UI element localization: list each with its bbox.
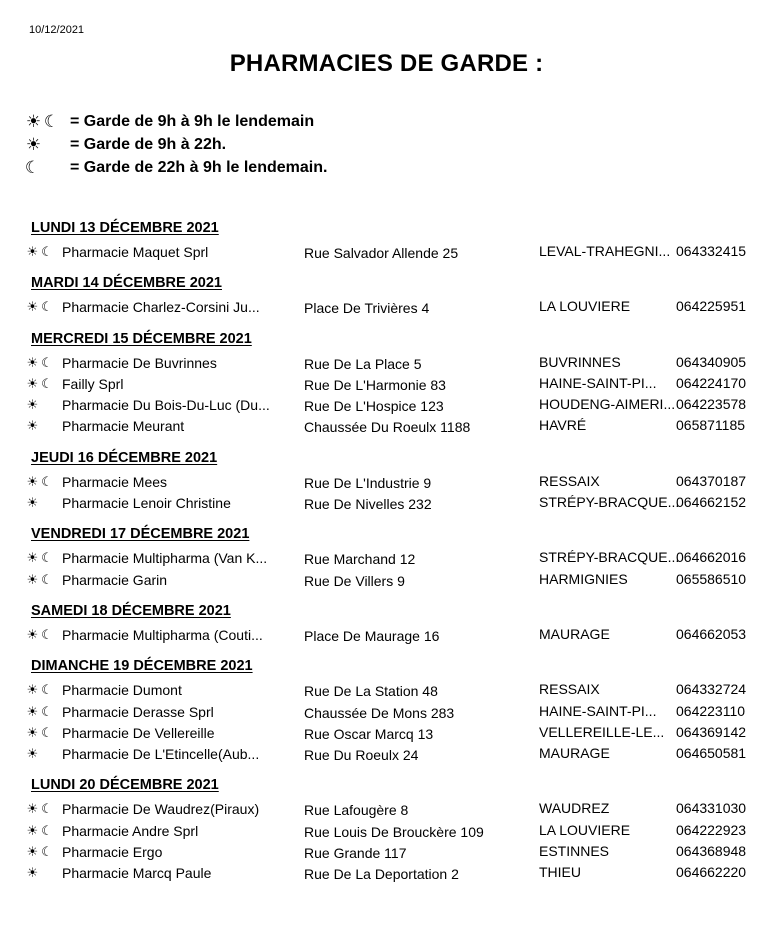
- pharmacy-street: Rue De La Station 48: [304, 683, 438, 700]
- pharmacy-row: [0, 863, 773, 884]
- pharmacy-phone: 064662220: [676, 864, 747, 881]
- pharmacy-name: Pharmacie Mees: [62, 473, 168, 490]
- pharmacy-street: Place De Trivières 4: [304, 300, 430, 317]
- duty-icons: [25, 726, 54, 739]
- day-header: [0, 214, 773, 242]
- pharmacy-name: Pharmacie De Vellereille: [62, 724, 215, 741]
- pharmacy-city: RESSAIX: [539, 472, 600, 489]
- pharmacy-row: [0, 799, 773, 820]
- pharmacy-street: Rue De La Deportation 2: [304, 866, 459, 883]
- pharmacy-city: STRÉPY-BRACQUE...: [539, 549, 680, 566]
- pharmacy-schedule: [0, 214, 773, 891]
- pharmacy-phone: 064331030: [676, 800, 747, 817]
- pharmacy-phone: 064332724: [676, 681, 747, 698]
- moon-icon: ☾: [41, 571, 53, 587]
- pharmacy-street: Rue Salvador Allende 25: [304, 245, 459, 261]
- pharmacy-phone: 064650581: [676, 745, 747, 762]
- day-header: [0, 597, 773, 625]
- day-section: [0, 520, 773, 597]
- pharmacy-street: Rue Louis De Brouckère 109: [304, 823, 484, 840]
- pharmacy-city: BUVRINNES: [539, 353, 621, 370]
- pharmacy-row: [0, 374, 773, 395]
- pharmacy-row: [0, 723, 773, 744]
- pharmacy-city: MAURAGE: [539, 745, 610, 762]
- pharmacy-city: MAURAGE: [539, 625, 610, 642]
- moon-icon: ☾: [41, 682, 53, 698]
- pharmacy-row: [0, 353, 773, 374]
- pharmacy-row: [0, 680, 773, 701]
- duty-icons: [25, 866, 40, 879]
- pharmacy-name: Pharmacie Du Bois-Du-Luc (Du...: [62, 397, 270, 414]
- pharmacy-city: HAINE-SAINT-PI...: [539, 374, 657, 391]
- pharmacy-city: HAINE-SAINT-PI...: [539, 702, 657, 719]
- day-section: [0, 444, 773, 521]
- day-title: MERCREDI 15 DÉCEMBRE 2021: [31, 330, 252, 347]
- sun-icon: ☀: [26, 801, 39, 817]
- pharmacy-row: [0, 242, 773, 263]
- pharmacy-city: HOUDENG-AIMERI...: [539, 396, 676, 413]
- pharmacy-name: Pharmacie Lenoir Christine: [62, 495, 231, 512]
- pharmacy-city: STRÉPY-BRACQUE...: [539, 494, 680, 511]
- day-title: MARDI 14 DÉCEMBRE 2021: [31, 275, 222, 292]
- day-header: [0, 325, 773, 353]
- pharmacy-phone: 064662053: [676, 625, 747, 642]
- duty-icons: [25, 356, 54, 369]
- moon-icon: ☾: [41, 822, 53, 838]
- sun-icon: ☀: [25, 135, 42, 154]
- pharmacy-name: Pharmacie Derasse Sprl: [62, 703, 214, 720]
- moon-icon: ☾: [41, 801, 53, 817]
- pharmacy-row: [0, 416, 773, 437]
- pharmacy-street: Rue Oscar Marcq 13: [304, 725, 434, 742]
- sun-icon: ☀: [26, 495, 39, 511]
- sun-icon: ☀: [26, 354, 39, 370]
- day-section: [0, 214, 773, 269]
- day-section: [0, 652, 773, 771]
- day-section: [0, 325, 773, 444]
- sun-icon: ☀: [26, 244, 39, 259]
- moon-icon: ☾: [24, 158, 41, 177]
- pharmacy-row: [0, 842, 773, 863]
- pharmacy-row: [0, 472, 773, 493]
- moon-icon: ☾: [41, 626, 53, 642]
- pharmacy-street: Chaussée Du Roeulx 1188: [304, 419, 471, 436]
- sun-icon: ☀: [26, 724, 39, 740]
- pharmacy-phone: 064223110: [676, 702, 746, 719]
- pharmacy-street: Rue De Villers 9: [304, 572, 405, 589]
- day-section: [0, 269, 773, 324]
- moon-icon: ☾: [41, 703, 53, 719]
- pharmacy-city: HARMIGNIES: [539, 570, 628, 587]
- pharmacy-name: Pharmacie Ergo: [62, 844, 163, 861]
- legend-icons: [24, 159, 70, 176]
- duty-icons: [25, 496, 40, 509]
- pharmacy-phone: 064224170: [676, 374, 747, 391]
- pharmacy-city: ESTINNES: [539, 843, 610, 860]
- pharmacy-phone: 064368948: [676, 843, 747, 860]
- moon-icon: ☾: [41, 844, 53, 860]
- sun-icon: ☀: [26, 682, 39, 698]
- day-section: [0, 597, 773, 652]
- pharmacy-phone: 064225951: [676, 298, 747, 315]
- pharmacy-name: Pharmacie De L'Etincelle(Aub...: [62, 746, 260, 763]
- pharmacy-name: Pharmacie Charlez-Corsini Ju...: [62, 299, 260, 316]
- day-title: LUNDI 13 DÉCEMBRE 2021: [31, 220, 219, 236]
- sun-icon: ☀: [26, 473, 39, 489]
- moon-icon: ☾: [41, 724, 53, 740]
- pharmacy-name: Pharmacie Meurant: [62, 418, 185, 435]
- moon-icon: ☾: [41, 354, 53, 370]
- document-date: 10/12/2021: [29, 24, 85, 36]
- duty-icons: [25, 573, 54, 586]
- pharmacy-street: Chaussée De Mons 283: [304, 704, 455, 721]
- sun-icon: ☀: [26, 418, 39, 434]
- duty-icons: [25, 802, 54, 815]
- pharmacy-row: [0, 702, 773, 723]
- duty-icons: [25, 398, 40, 411]
- pharmacy-street: Rue Du Roeulx 24: [304, 747, 419, 764]
- pharmacy-phone: 064662152: [676, 494, 747, 511]
- pharmacy-phone: 065871185: [676, 417, 746, 434]
- legend-icons: [24, 136, 70, 153]
- legend-text: = Garde de 9h à 22h.: [70, 135, 227, 153]
- day-title: DIMANCHE 19 DÉCEMBRE 2021: [31, 658, 253, 675]
- pharmacy-city: HAVRÉ: [539, 417, 587, 434]
- pharmacy-name: Pharmacie De Buvrinnes: [62, 354, 217, 371]
- sun-icon: ☀: [26, 703, 39, 719]
- sun-icon: ☀: [26, 822, 39, 838]
- pharmacy-city: RESSAIX: [539, 681, 600, 698]
- duty-icons: [25, 551, 54, 564]
- legend-item: [24, 110, 327, 133]
- day-header: [0, 771, 773, 799]
- pharmacy-phone: 064222923: [676, 821, 747, 838]
- pharmacy-phone: 064369142: [676, 723, 747, 740]
- moon-icon: ☾: [41, 244, 53, 259]
- sun-icon: ☀: [26, 746, 39, 762]
- pharmacy-name: Pharmacie Multipharma (Van K...: [62, 550, 268, 567]
- duty-icons: [25, 245, 54, 258]
- pharmacy-street: Rue De L'Industrie 9: [304, 474, 432, 491]
- sun-icon: ☀: [26, 299, 39, 315]
- pharmacy-street: Place De Maurage 16: [304, 627, 440, 644]
- pharmacy-phone: 064340905: [676, 353, 747, 370]
- pharmacy-city: LEVAL-TRAHEGNI...: [539, 243, 671, 259]
- pharmacy-row: [0, 570, 773, 591]
- page-title: PHARMACIES DE GARDE :: [229, 50, 544, 77]
- pharmacy-name: Pharmacie Multipharma (Couti...: [62, 626, 263, 643]
- duty-icons: [25, 845, 54, 858]
- sun-icon: ☀: [26, 550, 39, 566]
- pharmacy-name: Pharmacie Marcq Paule: [62, 865, 212, 882]
- pharmacy-name: Pharmacie Andre Sprl: [62, 822, 199, 839]
- legend-item: [24, 156, 327, 179]
- pharmacy-phone: 064662016: [676, 549, 747, 566]
- moon-icon: ☾: [41, 299, 53, 315]
- pharmacy-street: Rue Marchand 12: [304, 551, 416, 568]
- day-header: [0, 444, 773, 472]
- pharmacy-phone: 064223578: [676, 396, 747, 413]
- day-title: JEUDI 16 DÉCEMBRE 2021: [31, 449, 218, 466]
- legend: [24, 110, 327, 179]
- pharmacy-row: [0, 625, 773, 646]
- pharmacy-city: LA LOUVIERE: [539, 821, 631, 838]
- legend-icons: [24, 113, 70, 130]
- day-title: VENDREDI 17 DÉCEMBRE 2021: [31, 526, 250, 543]
- pharmacy-phone: 065586510: [676, 570, 747, 587]
- pharmacy-city: VELLEREILLE-LE...: [539, 723, 665, 740]
- duty-icons: [25, 377, 54, 390]
- pharmacy-street: Rue Grande 117: [304, 845, 407, 862]
- pharmacy-street: Rue De La Place 5: [304, 355, 422, 372]
- legend-text: = Garde de 22h à 9h le lendemain.: [70, 158, 328, 176]
- pharmacy-name: Pharmacie Garin: [62, 571, 168, 588]
- duty-icons: [25, 419, 40, 432]
- pharmacy-row: [0, 493, 773, 514]
- duty-icons: [25, 747, 40, 760]
- pharmacy-row: [0, 395, 773, 416]
- pharmacy-row: [0, 548, 773, 569]
- day-section: [0, 771, 773, 890]
- sun-icon: ☀: [26, 375, 39, 391]
- moon-icon: ☾: [41, 473, 53, 489]
- sun-icon: ☀: [25, 112, 42, 131]
- legend-text: = Garde de 9h à 9h le lendemain: [70, 112, 315, 130]
- duty-icons: [25, 705, 54, 718]
- sun-icon: ☀: [26, 571, 39, 587]
- day-header: [0, 269, 773, 297]
- pharmacy-name: Pharmacie De Waudrez(Piraux): [62, 801, 260, 818]
- duty-icons: [25, 475, 54, 488]
- pharmacy-row: [0, 297, 773, 318]
- moon-icon: ☾: [41, 550, 53, 566]
- pharmacy-row: [0, 744, 773, 765]
- pharmacy-city: WAUDREZ: [539, 800, 610, 817]
- pharmacy-phone: 064332415: [676, 243, 747, 259]
- pharmacy-name: Pharmacie Maquet Sprl: [62, 244, 209, 260]
- sun-icon: ☀: [26, 397, 39, 413]
- duty-icons: [25, 628, 54, 641]
- sun-icon: ☀: [26, 865, 39, 881]
- pharmacy-street: Rue Lafougère 8: [304, 802, 409, 819]
- day-header: [0, 652, 773, 680]
- pharmacy-name: Pharmacie Dumont: [62, 682, 182, 699]
- pharmacy-row: [0, 821, 773, 842]
- sun-icon: ☀: [26, 626, 39, 642]
- moon-icon: ☾: [43, 112, 60, 131]
- duty-icons: [25, 683, 54, 696]
- duty-icons: [25, 300, 54, 313]
- day-title: SAMEDI 18 DÉCEMBRE 2021: [31, 602, 231, 619]
- duty-icons: [25, 824, 54, 837]
- day-title: LUNDI 20 DÉCEMBRE 2021: [31, 777, 219, 794]
- pharmacy-street: Rue De Nivelles 232: [304, 496, 432, 513]
- moon-icon: ☾: [41, 375, 53, 391]
- legend-item: [24, 133, 327, 156]
- pharmacy-name: Failly Sprl: [62, 375, 124, 392]
- pharmacy-street: Rue De L'Harmonie 83: [304, 376, 446, 393]
- sun-icon: ☀: [26, 844, 39, 860]
- pharmacy-city: THIEU: [539, 864, 581, 881]
- pharmacy-phone: 064370187: [676, 472, 747, 489]
- pharmacy-city: LA LOUVIERE: [539, 298, 631, 315]
- day-header: [0, 520, 773, 548]
- pharmacy-street: Rue De L'Hospice 123: [304, 398, 444, 415]
